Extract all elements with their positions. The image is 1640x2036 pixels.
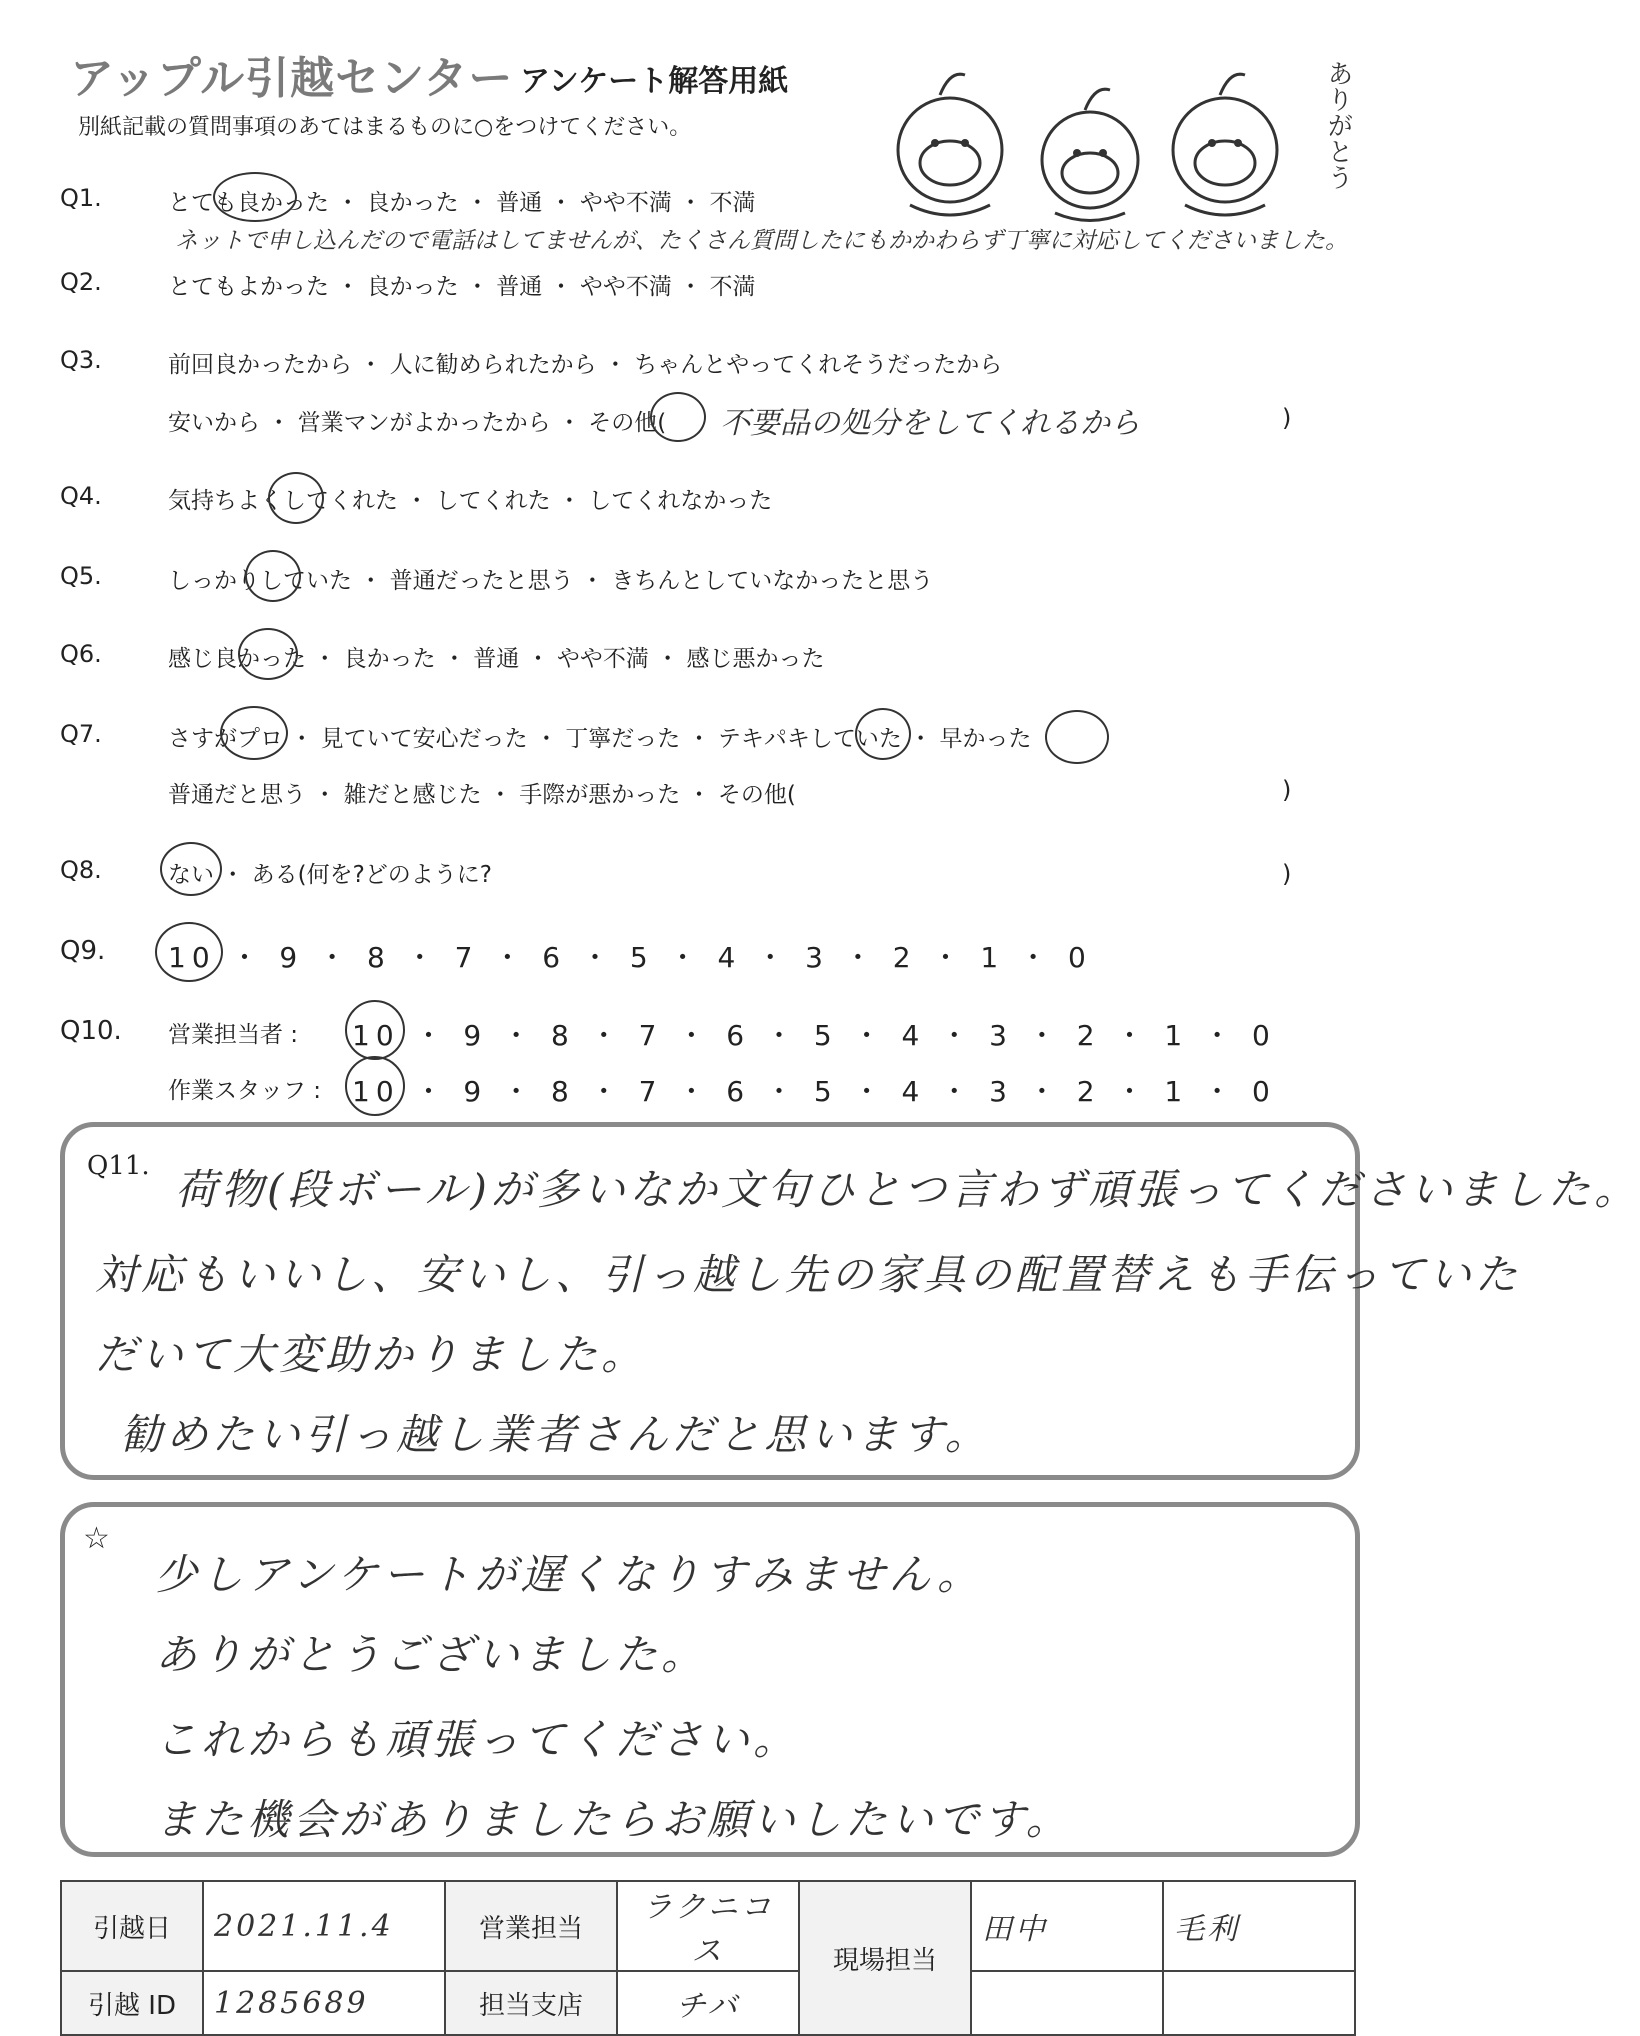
q3-options-line1: 前回良かったから ・ 人に勧められたから ・ ちゃんとやってくれそうだったから xyxy=(168,352,1003,378)
q9-options: 10 ・ 9 ・ 8 ・ 7 ・ 6 ・ 5 ・ 4 ・ 3 ・ 2 ・ 1 ・ 0 xyxy=(168,941,1092,974)
q10-sales-selection-circle xyxy=(345,1000,405,1060)
site-rep-name-1: 田中 xyxy=(971,1881,1163,1971)
sales-rep-label: 営業担当 xyxy=(445,1881,617,1971)
form-subtitle: アンケート解答用紙 xyxy=(520,64,789,99)
q4-options: 気持ちよくしてくれた ・ してくれた ・ してくれなかった xyxy=(168,488,773,514)
q7-selection-circle-fast xyxy=(1045,710,1109,764)
q10-staff-selection-circle xyxy=(345,1056,405,1116)
move-id-value: 1285689 xyxy=(203,1971,445,2035)
q8-selection-circle xyxy=(160,842,222,896)
q11-label: Q11. xyxy=(87,1151,150,1181)
q6-label: Q6. xyxy=(60,640,102,668)
q8-label: Q8. xyxy=(60,856,102,884)
q3-options-line2: 安いから ・ 営業マンがよかったから ・ その他( xyxy=(168,410,667,436)
q10-staff-options: 10 ・ 9 ・ 8 ・ 7 ・ 6 ・ 5 ・ 4 ・ 3 ・ 2 ・ 1 ・ 0 xyxy=(352,1075,1276,1108)
q7-selection-circle-pro xyxy=(220,706,288,760)
q6-selection-circle xyxy=(238,628,298,680)
branch-value: チバ xyxy=(617,1971,799,2035)
company-title: アップル引越センター xyxy=(70,53,514,104)
q7-label: Q7. xyxy=(60,720,102,748)
q10-sales-options: 10 ・ 9 ・ 8 ・ 7 ・ 6 ・ 5 ・ 4 ・ 3 ・ 2 ・ 1 ・ 0 xyxy=(352,1019,1276,1052)
move-date-label: 引越日 xyxy=(61,1881,203,1971)
star-comment-line: ありがとうございました。 xyxy=(155,1630,708,1679)
site-rep-empty-cell-2 xyxy=(1163,1971,1355,2035)
q11-comment-line: 荷物(段ボール)が多いなか文句ひとつ言わず頑張ってくださいました。 xyxy=(175,1165,1640,1214)
q1-options: とても良かった ・ 良かった ・ 普通 ・ やや不満 ・ 不満 xyxy=(168,190,756,216)
q5-selection-circle xyxy=(245,550,301,602)
q11-comment-box xyxy=(60,1122,1640,1480)
instruction-text: 別紙記載の質問事項のあてはまるものに○をつけてください。 xyxy=(78,115,692,140)
q8-close-paren: ) xyxy=(1282,860,1292,888)
q9-selection-circle xyxy=(155,922,223,982)
q10-label: Q10. xyxy=(60,1016,122,1046)
q4-label: Q4. xyxy=(60,482,102,510)
gorilla-mascot-illustration xyxy=(880,55,1320,230)
footer-info-table xyxy=(60,1880,1356,2036)
q11-comment-line: 対応もいいし、安いし、引っ越し先の家具の配置替えも手伝っていた xyxy=(95,1250,1522,1299)
site-rep-name-2: 毛利 xyxy=(1163,1881,1355,1971)
q7-close-paren: ) xyxy=(1282,776,1292,804)
q3-other-answer: 不要品の処分をしてくれるから xyxy=(720,406,1140,441)
q1-label: Q1. xyxy=(60,184,102,212)
q2-options: とてもよかった ・ 良かった ・ 普通 ・ やや不満 ・ 不満 xyxy=(168,274,756,300)
q5-options: しっかりしていた ・ 普通だったと思う ・ きちんとしていなかったと思う xyxy=(168,568,934,594)
q6-options: 感じ良かった ・ 良かった ・ 普通 ・ やや不満 ・ 感じ悪かった xyxy=(168,646,825,672)
star-icon: ☆ xyxy=(83,1521,110,1556)
q7-options-line1: さすがプロ ・ 見ていて安心だった ・ 丁寧だった ・ テキパキしていた ・ 早かった xyxy=(168,726,1032,752)
star-comment-box xyxy=(60,1502,1360,1857)
q11-comment-line: だいて大変助かりました。 xyxy=(95,1330,648,1379)
q3-selection-circle xyxy=(650,392,706,442)
move-date-value: 2021.11.4 xyxy=(203,1881,445,1971)
q1-handwritten-note: ネットで申し込んだので電話はしてませんが、たくさん質問したにもかかわらず丁寧に対応してくださいました。 xyxy=(175,228,1348,254)
q11-comment-line: 勧めたい引っ越し業者さんだと思います。 xyxy=(120,1410,991,1459)
q8-options: ない ・ ある(何を?どのように? xyxy=(168,862,493,888)
q4-selection-circle xyxy=(268,472,324,524)
move-id-label: 引越 ID xyxy=(61,1971,203,2035)
mascot-thanks-text: ありがとう xyxy=(1323,60,1353,190)
q1-selection-circle xyxy=(213,172,297,222)
q3-close-paren: ) xyxy=(1282,404,1292,432)
q5-label: Q5. xyxy=(60,562,102,590)
q3-label: Q3. xyxy=(60,346,102,374)
star-comment-line: また機会がありましたらお願いしたいです。 xyxy=(155,1795,1072,1844)
site-rep-label: 現場担当 xyxy=(799,1881,971,2035)
q7-options-line2: 普通だと思う ・ 雑だと感じた ・ 手際が悪かった ・ その他( xyxy=(168,782,796,808)
q10-sales-label: 営業担当者 : xyxy=(168,1022,299,1048)
star-comment-line: 少しアンケートが遅くなりすみません。 xyxy=(155,1550,984,1599)
sales-rep-value: ラクニコス xyxy=(617,1881,799,1971)
q9-label: Q9. xyxy=(60,936,106,966)
q7-selection-circle-tekipaki xyxy=(855,708,911,760)
q10-staff-label: 作業スタッフ : xyxy=(168,1078,322,1104)
branch-label: 担当支店 xyxy=(445,1971,617,2035)
site-rep-empty-cell-1 xyxy=(971,1971,1163,2035)
star-comment-line: これからも頑張ってください。 xyxy=(155,1715,800,1764)
q2-label: Q2. xyxy=(60,268,102,296)
